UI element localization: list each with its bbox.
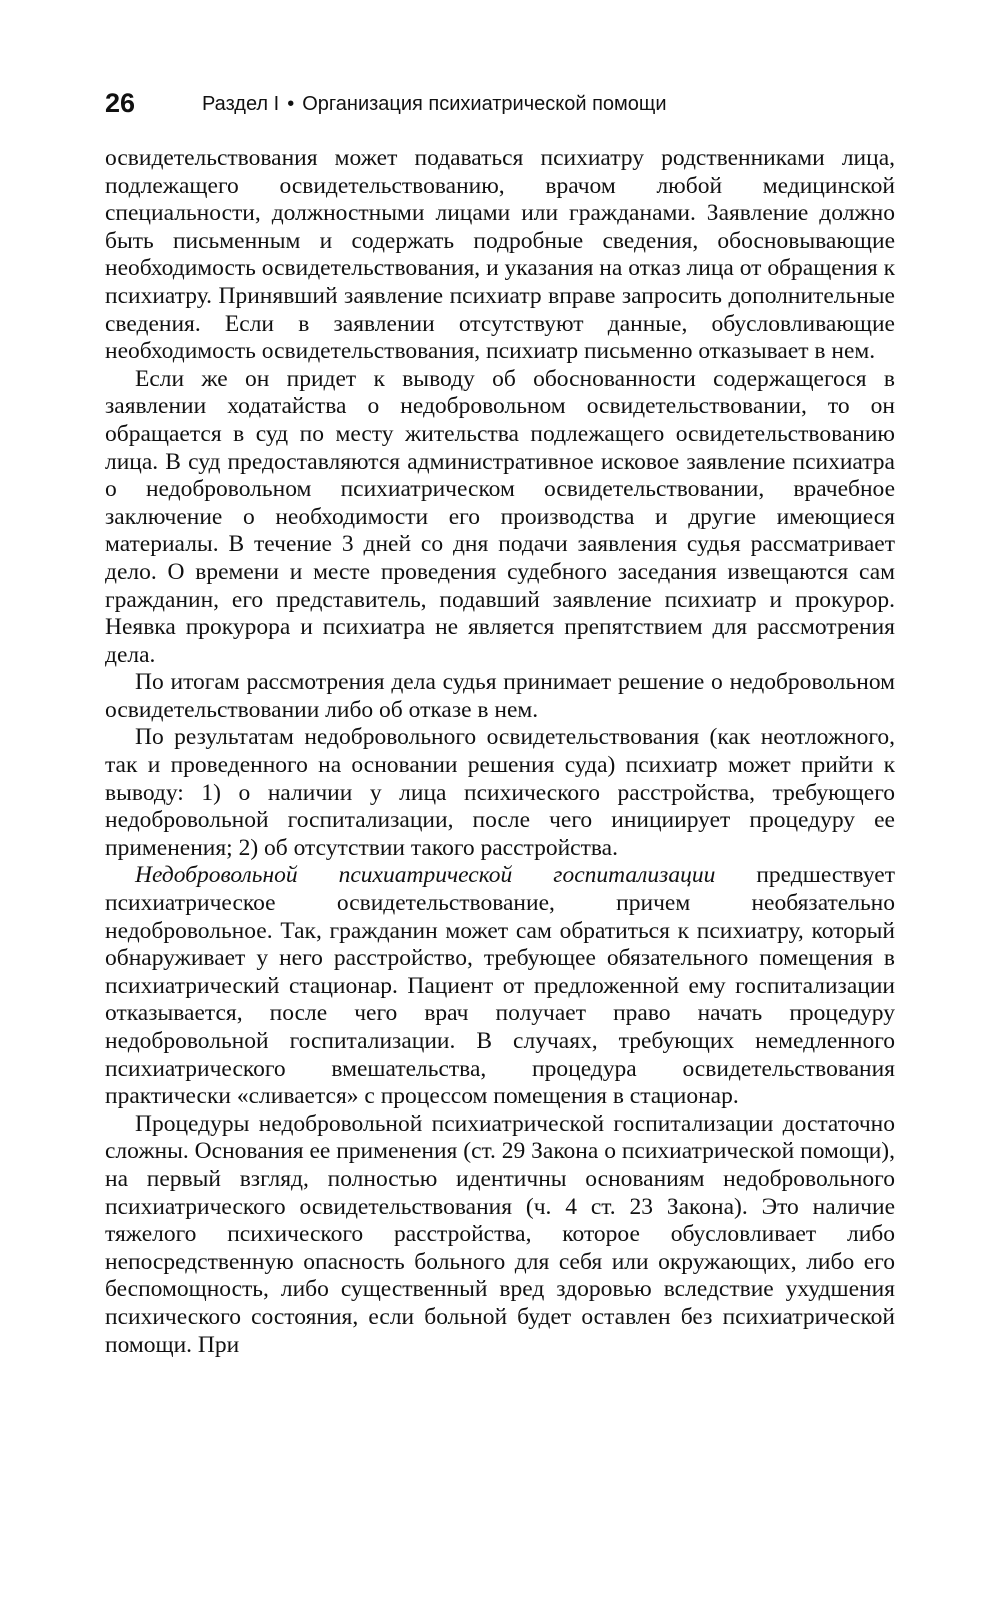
body-text bbox=[105, 145, 895, 1359]
paragraph: По результатам недобровольного освидетельствования (как неотложного, так и проведенного на основании решения суда) психиатр может прийти к выводу: 1) о наличии у лица психического расстройства, требующего недобровольной госпитализации, после чего инициирует процедуру ее применения; 2) об отсутствии такого расстройства. bbox=[105, 724, 895, 861]
paragraph: Если же он придет к выводу об обоснованности содержащегося в заявлении ходатайства о недобровольном освидетельствовании, то он обращается в суд по месту жительства подлежащего освидетельствованию лица. В суд предоставляются административное исковое заявление психиатра о недобровольном психиатрическом освидетельствовании, врачебное заключение о необходимости его производства и другие имеющиеся материалы. В течение 3 дней со дня подачи заявления судья рассматривает дело. О времени и месте проведения судебного заседания извещаются сам гражданин, его представитель, подавший заявление психиатр и прокурор. Неявка прокурора и психиатра не является препятствием для рассмотрения дела. bbox=[105, 365, 895, 668]
paragraph: Процедуры недобровольной психиатрической госпитализации достаточно сложны. Основания ее применения (ст. 29 Закона о психиатрической помощи), на первый взгляд, полностью идентичны основаниям недобровольного психиатрического освидетельствования (ч. 4 ст. 23 Закона). Это наличие тяжелого психического расстройства, которое обусловливает либо непосредственную опасность больного для себя или окружающих, либо его беспомощность, либо существенный вред здоровью вследствие ухудшения психического состояния, если больной будет оставлен без психиатрической помощи. При bbox=[105, 1110, 895, 1358]
running-head bbox=[202, 91, 667, 117]
italic-term: Недобровольной психиатрической госпитализации bbox=[135, 862, 716, 889]
paragraph: освидетельствования может подаваться психиатру родственниками лица, подлежащего освидетельствованию, врачом любой медицинской специальности, должностными лицами или гражданами. Заявление должно быть письменным и содержать подробные сведения, обосновывающие необходимость освидетельствования, и указания на отказ лица от обращения к психиатру. Принявший заявление психиатр вправе запросить дополнительные сведения. Если в заявлении отсутствуют данные, обусловливающие необходимость освидетельствования, психиатр письменно отказывает в нем. bbox=[105, 145, 895, 365]
paragraph bbox=[105, 862, 895, 1110]
section-label: Раздел I bbox=[202, 93, 280, 115]
chapter-title: Организация психиатрической помощи bbox=[302, 93, 667, 115]
page-number: 26 bbox=[105, 88, 136, 118]
paragraph-text: предшествует психиатрическое освидетельствование, причем необязательно недобровольное. Так, гражданин может сам обратиться к психиатру, который обнаруживает у него расстройство, требующее обязательного помещения в психиатрический стационар. Пациент от предложенной ему госпитализации отказывается, после чего врач получает право начать процедуру недобровольной госпитализации. В случаях, требующих немедленного психиатрического вмешательства, процедура освидетельствования практически «сливается» с процессом помещения в стационар. bbox=[105, 862, 895, 1110]
paragraph: По итогам рассмотрения дела судья принимает решение о недобровольном освидетельствовании либо об отказе в нем. bbox=[105, 669, 895, 723]
page-header bbox=[105, 88, 905, 122]
bullet-separator: • bbox=[287, 93, 295, 115]
